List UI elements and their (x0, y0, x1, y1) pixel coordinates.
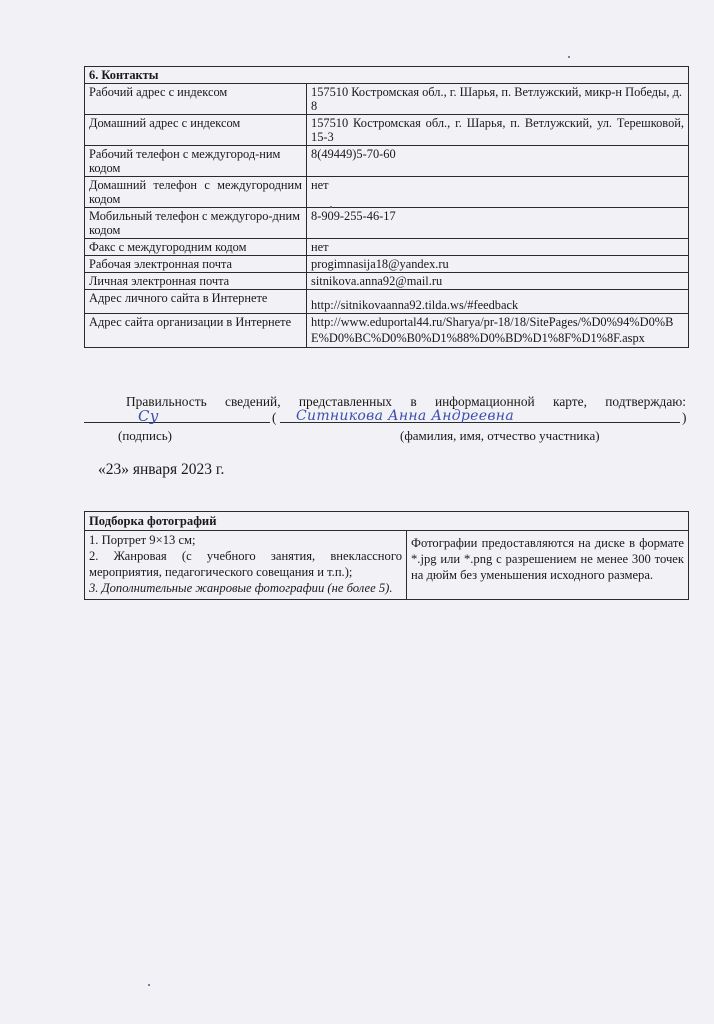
table-row (85, 115, 689, 146)
table-row (85, 84, 689, 115)
table-row (85, 256, 689, 273)
table-row (85, 273, 689, 290)
row-label: Домашний адрес с индексом (85, 115, 307, 146)
handwritten-name: Ситникова Анна Андреевна (296, 408, 514, 424)
scan-speck (330, 206, 332, 208)
row-label: Факс с междугородним кодом (85, 239, 307, 256)
table-row (85, 314, 689, 348)
photos-requirements (85, 531, 407, 600)
row-label: Мобильный телефон с междугоро-дним кодом (85, 208, 307, 239)
table-row (85, 290, 689, 314)
row-value: http://sitnikovaanna92.tilda.ws/#feedback (307, 290, 689, 314)
row-value: 157510 Костромская обл., г. Шарья, п. Ветлужский, ул. Терешковой, 15-3 (307, 115, 689, 146)
row-value: нет (307, 239, 689, 256)
close-paren: ) (682, 410, 687, 425)
table-row (85, 177, 689, 208)
handwritten-signature: Су (138, 407, 159, 425)
row-value: http://www.eduportal44.ru/Sharya/pr-18/18/SitePages/%D0%94%D0%BE%D0%BC%D0%B0%D1%88%D0%BD%D1%8F%D1%8F.aspx (307, 314, 689, 348)
row-label: Рабочий адрес с индексом (85, 84, 307, 115)
table-header-row (85, 67, 689, 84)
row-value: 157510 Костромская обл., г. Шарья, п. Ветлужский, микр-н Победы, д. 8 (307, 84, 689, 115)
row-value: 8(49449)5-70-60 (307, 146, 689, 177)
contacts-table (84, 66, 689, 348)
scan-speck (568, 56, 570, 58)
table-row (85, 239, 689, 256)
row-value: sitnikova.anna92@mail.ru (307, 273, 689, 290)
table-row (85, 531, 689, 600)
table-row (85, 208, 689, 239)
row-label: Адрес личного сайта в Интернете (85, 290, 307, 314)
photos-header: Подборка фотографий (85, 512, 689, 531)
photo-item: 2. Жанровая (с учебного занятия, внеклассного мероприятия, педагогического совещания и т.п.); (89, 549, 402, 579)
row-label: Адрес сайта организации в Интернете (85, 314, 307, 348)
confirmation-text: Правильность сведений, представленных в информационной карте, подтверждаю: (126, 394, 686, 409)
scan-speck (148, 984, 150, 986)
contacts-header: 6. Контакты (85, 67, 689, 84)
row-label: Рабочий телефон с междугород-ним кодом (85, 146, 307, 177)
table-header-row (85, 512, 689, 531)
photo-item: 3. Дополнительные жанровые фотографии (не более 5). (89, 581, 393, 595)
row-label: Домашний телефон с междугородним кодом (85, 177, 307, 208)
photos-table (84, 511, 689, 600)
photo-item: 1. Портрет 9×13 см; (89, 533, 196, 547)
name-caption: (фамилия, имя, отчество участника) (400, 428, 600, 443)
photos-note: Фотографии предоставляются на диске в формате *.jpg или *.png с разрешением не менее 300 точек на дюйм без уменьшения исходного размера. (407, 531, 689, 600)
row-value: 8-909-255-46-17 (307, 208, 689, 239)
signature-caption: (подпись) (118, 428, 172, 443)
row-label: Рабочая электронная почта (85, 256, 307, 273)
row-label: Личная электронная почта (85, 273, 307, 290)
document-date: «23» января 2023 г. (98, 461, 225, 478)
row-value: нет (307, 177, 689, 208)
signature-underline (84, 422, 270, 423)
open-paren: ( (272, 410, 277, 425)
row-value: progimnasija18@yandex.ru (307, 256, 689, 273)
table-row (85, 146, 689, 177)
